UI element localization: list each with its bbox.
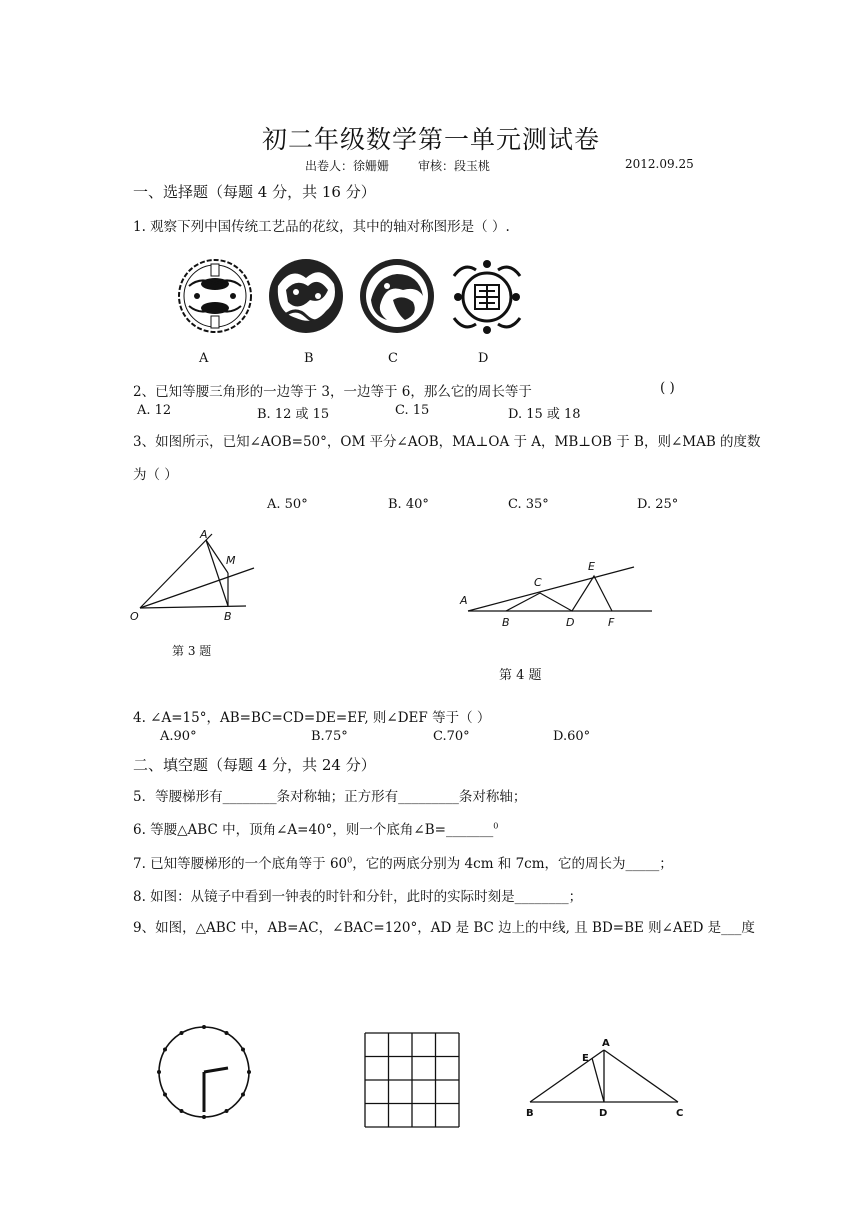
q1-label-d: D: [478, 351, 489, 366]
grid-figure: [364, 1032, 460, 1128]
q5-text-c: 条对称轴；: [458, 789, 527, 805]
q3-option-a: A. 50°: [267, 497, 308, 512]
q5-text-a: 5．等腰梯形有: [133, 789, 223, 805]
fig4-label-c: C: [534, 576, 542, 589]
ornament-d-image: [446, 256, 528, 338]
question-9: 9、如图，△ABC 中，AB=AC，∠BAC=120°，AD 是 BC 边上的中线, 且 BD=BE 则∠AED 是___度: [133, 920, 755, 936]
fig4-label-e: E: [588, 560, 595, 573]
q2-option-c: C. 15: [395, 403, 430, 418]
q3-option-d: D. 25°: [637, 497, 679, 512]
q3-option-b: B. 40°: [388, 497, 429, 512]
question-2: 2、已知等腰三角形的一边等于 3，一边等于 6，那么它的周长等于: [133, 384, 532, 400]
fig3-label-m: M: [226, 554, 236, 567]
fig4-label-b: B: [502, 616, 510, 629]
fig4-label-f: F: [608, 616, 615, 629]
figure-q3: [128, 528, 258, 628]
q1-label-b: B: [304, 351, 314, 366]
question-3-line2: 为（ ）: [133, 467, 178, 483]
figure-q9: [526, 1034, 690, 1120]
q5-blank-1[interactable]: ________: [222, 789, 277, 805]
q7-text-a: 7. 已知等腰梯形的一个底角等于 60: [133, 856, 348, 872]
ornament-c-image: [357, 256, 437, 336]
figure-q3-caption: 第 3 题: [172, 644, 212, 658]
question-5: [133, 785, 526, 805]
date: 2012.09.25: [625, 157, 694, 171]
section-fill-heading: 二、填空题（每题 4 分，共 24 分）: [133, 756, 376, 774]
section-choice-heading: 一、选择题（每题 4 分，共 16 分）: [133, 183, 376, 201]
question-7: [133, 852, 673, 872]
q2-option-a: A. 12: [137, 403, 172, 418]
clock-hour-hand: [204, 1068, 228, 1072]
q7-text-b: ，它的两底分别为 4cm 和 7cm，它的周长为: [352, 856, 626, 872]
q6-text: 6. 等腰△ABC 中，顶角∠A=40°，则一个底角∠B=: [133, 822, 446, 838]
fig3-label-o: O: [130, 610, 139, 623]
q2-option-b: B. 12 或 15: [257, 407, 330, 422]
fig9-label-b: B: [526, 1108, 534, 1119]
fig3-label-a: A: [200, 528, 208, 541]
page-title: 初二年级数学第一单元测试卷: [262, 125, 601, 154]
q7-blank[interactable]: _____: [625, 856, 660, 872]
q4-option-c: C.70°: [433, 729, 470, 744]
question-3-line1: 3、如图所示，已知∠AOB=50°，OM 平分∠AOB，MA⊥OA 于 A，MB⊥OB 于 B，则∠MAB 的度数: [133, 434, 761, 450]
q4-option-a: A.90°: [160, 729, 197, 744]
q4-option-d: D.60°: [553, 729, 591, 744]
fig4-label-a: A: [460, 594, 468, 607]
q1-label-a: A: [199, 351, 209, 366]
ornament-b-image: [266, 256, 346, 336]
reviewer: 审核：段玉桃: [418, 159, 491, 173]
fig9-label-c: C: [676, 1108, 684, 1119]
fig9-label-e: E: [582, 1053, 589, 1064]
author: 出卷人：徐姗姗: [305, 159, 390, 173]
q7-text-c: ；: [659, 856, 673, 872]
clock-figure: [154, 1024, 254, 1124]
fig4-label-d: D: [566, 616, 575, 629]
figure-q4-caption: 第 4 题: [499, 668, 542, 683]
fig9-label-a: A: [602, 1038, 610, 1049]
q5-text-b: 条对称轴；正方形有: [276, 789, 399, 805]
figure-q4: [458, 558, 658, 630]
question-1: 1. 观察下列中国传统工艺品的花纹，其中的轴对称图形是（ ）.: [133, 219, 510, 235]
question-4: 4. ∠A=15°，AB=BC=CD=DE=EF, 则∠DEF 等于（ ）: [133, 710, 491, 726]
q6-blank[interactable]: _______: [445, 822, 494, 838]
q6-degree-sup: 0: [493, 821, 499, 831]
fig9-label-d: D: [599, 1108, 608, 1119]
q4-option-b: B.75°: [311, 729, 348, 744]
q5-blank-2[interactable]: _________: [398, 789, 459, 805]
q2-option-d: D. 15 或 18: [508, 407, 581, 422]
q1-label-c: C: [388, 351, 398, 366]
fig3-label-b: B: [224, 610, 232, 623]
q7-degree-sup: 0: [347, 855, 353, 865]
question-6: [133, 818, 498, 838]
ornament-a-image: [175, 256, 255, 336]
question-8: 8. 如图：从镜子中看到一钟表的时针和分针，此时的实际时刻是________；: [133, 889, 583, 905]
question-2-answer-paren: ( ): [660, 380, 675, 396]
q3-option-c: C. 35°: [508, 497, 549, 512]
